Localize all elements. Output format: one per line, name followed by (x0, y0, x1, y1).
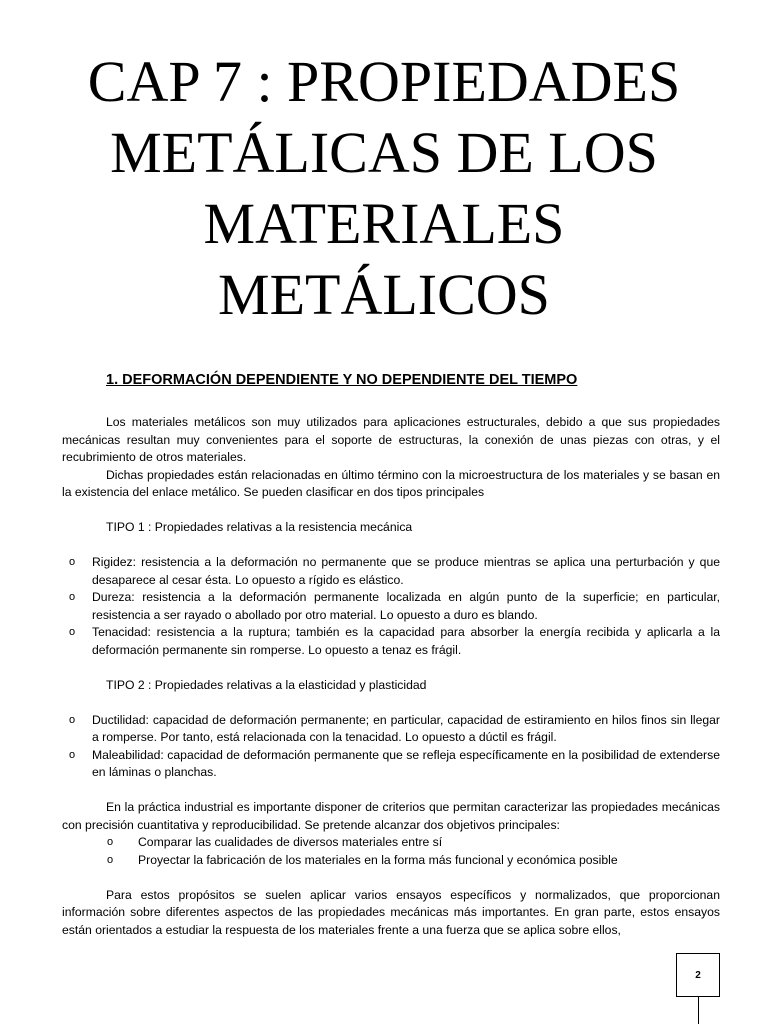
chapter-title (40, 46, 728, 330)
tipo-1-label: TIPO 1 : Propiedades relativas a la resistencia mecánica (106, 520, 413, 534)
chapter-title-line: MATERIALES (203, 191, 565, 256)
chapter-title-line: METÁLICOS (218, 262, 550, 327)
list-item: o Comparar las cualidades de diversos materiales entre sí (62, 834, 720, 852)
list-item: o Proyectar la fabricación de los materiales en la forma más funcional y económica posible (62, 852, 720, 870)
chapter-title-line: CAP 7 : PROPIEDADES (87, 49, 681, 114)
list-item: o Maleabilidad: capacidad de deformación permanente que se refleja específicamente en la posibilidad de extenderse en láminas o planchas. (69, 747, 720, 779)
tipo-1-list (62, 554, 720, 659)
bullet-icon: o (69, 591, 76, 603)
list-item: o Tenacidad: resistencia a la ruptura; también es la capacidad para absorber la energía recibida y aplicarla a la deformación permanente sin romperse. Lo opuesto a tenaz es frágil. (69, 625, 720, 657)
bullet-icon: o (69, 713, 76, 726)
page-number-divider (698, 997, 699, 1024)
list-item: o Rigidez: resistencia a la deformación no permanente que se produce mientras se aplica una perturbación y que desaparece al cesar ésta. Lo opuesto a rígido es elástico. (69, 555, 720, 587)
body-text (62, 414, 720, 939)
list-item: o Dureza: resistencia a la deformación permanente localizada en algún punto de la superficie; en particular, resistencia a ser rayado o abollado por otro material. Lo opuesto a duro es blando. (69, 590, 720, 622)
tipo-2-list (62, 712, 720, 782)
bullet-icon: o (69, 626, 76, 638)
paragraph: En la práctica industrial es importante disponer de criterios que permitan caracterizar las propiedades mecánicas con precisión cuantitativa y reproducibilidad. Se pretende alcanzar dos objetivos principales: (62, 800, 720, 832)
tipo-2-label: TIPO 2 : Propiedades relativas a la elasticidad y plasticidad (106, 677, 427, 692)
objetivos-list (62, 834, 720, 869)
bullet-icon: o (107, 853, 114, 866)
bullet-icon: o (69, 556, 76, 568)
page-number: 2 (676, 953, 720, 997)
chapter-title-line: METÁLICAS DE LOS (110, 120, 658, 185)
bullet-icon: o (107, 836, 114, 848)
bullet-icon: o (69, 748, 76, 761)
paragraph: Para estos propósitos se suelen aplicar varios ensayos específicos y normalizados, que proporcionan información sobre diferentes aspectos de las propiedades mecánicas más importantes. En gran parte, estos ensayos están orientados a estudiar la respuesta de los materiales frente a una fuerza que se aplica sobre ellos, (62, 887, 720, 937)
paragraph: Dichas propiedades están relacionadas en último término con la microestructura de los materiales y se basan en la existencia del enlace metálico. Se pueden clasificar en dos tipos principales (62, 467, 720, 499)
section-heading: 1. DEFORMACIÓN DEPENDIENTE Y NO DEPENDIENTE DEL TIEMPO (106, 372, 578, 388)
list-item: o Ductilidad: capacidad de deformación permanente; en particular, capacidad de estiramiento en hilos finos sin llegar a romperse. Por tanto, está relacionada con la tenacidad. Lo opuesto a dúctil es frágil. (69, 712, 720, 744)
paragraph: Los materiales metálicos son muy utilizados para aplicaciones estructurales, debido a que sus propiedades mecánicas resultan muy convenientes para el soporte de estructuras, la conexión de unas piezas con otras, y el recubrimiento de otros materiales. (62, 415, 720, 464)
